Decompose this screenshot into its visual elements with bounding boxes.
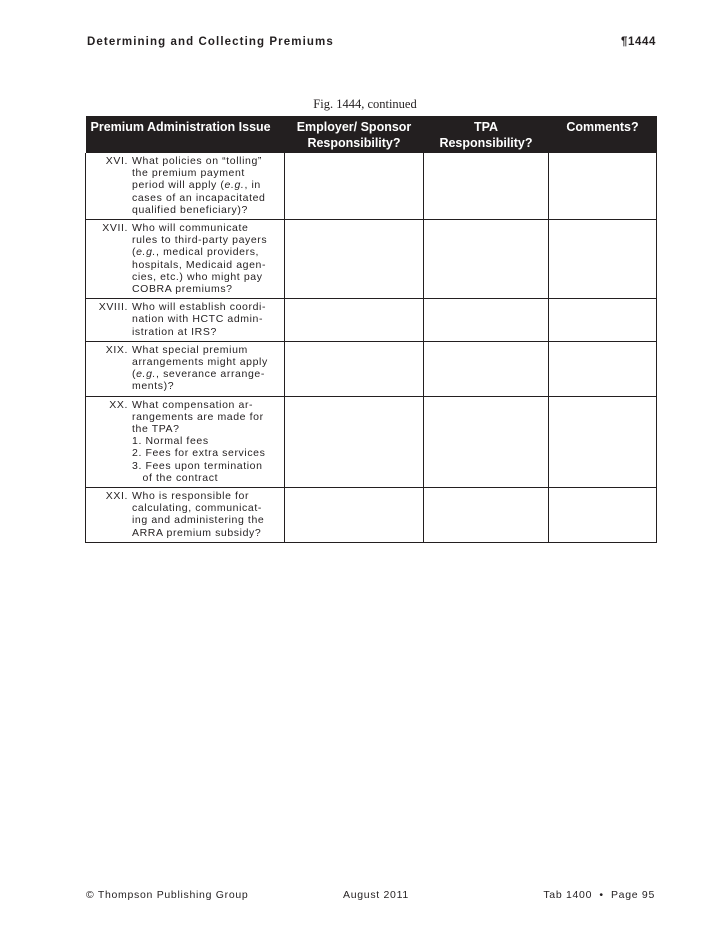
section-number: ¶1444 (621, 36, 656, 48)
tpa-cell[interactable] (424, 220, 549, 299)
issue-number: XVI. (105, 155, 128, 167)
comments-cell[interactable] (549, 341, 657, 396)
employer-cell[interactable] (285, 488, 424, 543)
column-header-issue: Premium Administration Issue (86, 116, 285, 153)
table-row (86, 488, 657, 543)
issue-cell (86, 220, 285, 299)
table-header-row (86, 116, 657, 153)
footer-page-info: Tab 1400 • Page 95 (543, 889, 655, 901)
comments-cell[interactable] (549, 488, 657, 543)
table-row (86, 299, 657, 342)
table-row (86, 153, 657, 220)
table-row (86, 341, 657, 396)
issue-number: XVII. (102, 222, 128, 235)
issue-text: What policies on “tolling” the premium payment period will apply (e.g., in cases of an incapacitated qualified beneficiary)? (132, 155, 266, 216)
tpa-cell[interactable] (424, 396, 549, 487)
employer-cell[interactable] (285, 299, 424, 342)
issue-cell (86, 153, 285, 220)
issue-number: XIX. (105, 343, 128, 356)
issue-text: Who is responsible for calculating, communicat- ing and administering the ARRA premium subsidy? (132, 490, 265, 539)
table-row (86, 220, 657, 299)
employer-cell[interactable] (285, 220, 424, 299)
issue-text: Who will establish coordi- nation with HCTC admin- istration at IRS? (132, 301, 267, 338)
issue-cell (86, 396, 285, 487)
employer-cell[interactable] (285, 396, 424, 487)
column-header-tpa: TPA Responsibility? (424, 116, 549, 153)
tpa-cell[interactable] (424, 299, 549, 342)
issue-text: What special premium arrangements might apply (e.g., severance arrange- ments)? (132, 343, 268, 393)
running-header-title: Determining and Collecting Premiums (87, 36, 334, 48)
issue-cell (86, 299, 285, 342)
column-header-employer: Employer/ Sponsor Responsibility? (285, 116, 424, 153)
comments-cell[interactable] (549, 299, 657, 342)
column-header-comments: Comments? (549, 116, 657, 153)
issue-cell (86, 488, 285, 543)
employer-cell[interactable] (285, 153, 424, 220)
premium-administration-table (85, 116, 657, 543)
issue-number: XXI. (105, 490, 128, 503)
footer-date: August 2011 (343, 889, 409, 901)
comments-cell[interactable] (549, 220, 657, 299)
tpa-cell[interactable] (424, 153, 549, 220)
issue-number: XVIII. (98, 301, 128, 314)
issue-text: Who will communicate rules to third-party payers (e.g., medical providers, hospitals, Medicaid agen- cies, etc.) who might pay COBRA premiums? (132, 222, 268, 296)
footer-copyright: © Thompson Publishing Group (86, 889, 249, 901)
table-row (86, 396, 657, 487)
tpa-cell[interactable] (424, 341, 549, 396)
comments-cell[interactable] (549, 153, 657, 220)
issue-number: XX. (109, 398, 128, 411)
tpa-cell[interactable] (424, 488, 549, 543)
figure-caption: Fig. 1444, continued (313, 97, 417, 111)
issue-text: What compensation ar- rangements are made for the TPA? 1. Normal fees 2. Fees for extra services 3. Fees upon termination of the contract (132, 398, 266, 484)
employer-cell[interactable] (285, 341, 424, 396)
issue-cell (86, 341, 285, 396)
comments-cell[interactable] (549, 396, 657, 487)
